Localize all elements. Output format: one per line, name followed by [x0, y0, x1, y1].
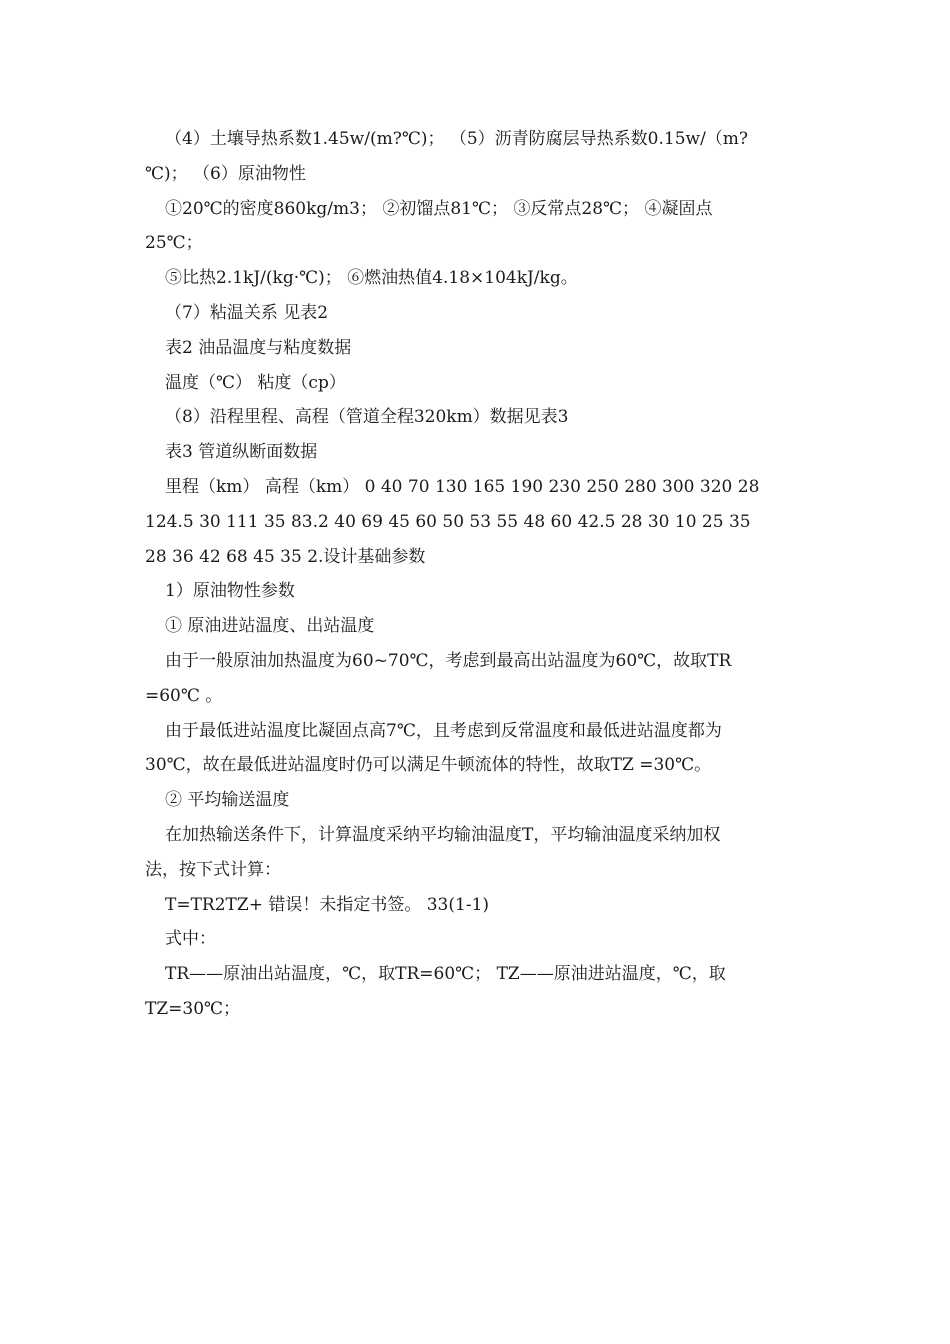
text-line: TR——原油出站温度，℃，取TR=60℃； TZ——原油进站温度，℃，取	[165, 964, 726, 985]
subsection-heading: ② 平均输送温度	[165, 790, 290, 811]
table-caption: 表3 管道纵断面数据	[165, 442, 318, 463]
text-line: 法，按下式计算：	[145, 859, 281, 880]
text-line: TZ=30℃；	[145, 998, 241, 1019]
text-line: （4）土壤导热系数1.45w/(m?℃)； （5）沥青防腐层导热系数0.15w/（m?	[165, 129, 749, 149]
text-line: 由于一般原油加热温度为60~70℃，考虑到最高出站温度为60℃，故取TR	[165, 650, 732, 671]
table-data-line: 里程（km） 高程（km） 0 40 70 130 165 190 230 250 280 300 320 28	[165, 476, 760, 497]
text-line: ℃)； （6）原油物性	[145, 163, 306, 184]
table-caption: 表2 油品温度与粘度数据	[165, 337, 352, 358]
text-line: ⑤比热2.1kJ/(kg·℃)； ⑥燃油热值4.18×104kJ/kg。	[165, 268, 578, 289]
subsection-heading: ① 原油进站温度、出站温度	[165, 616, 375, 637]
table-data-line: 124.5 30 111 35 83.2 40 69 45 60 50 53 55 48 60 42.5 28 30 10 25 35	[145, 511, 751, 532]
document-body	[145, 122, 805, 1027]
section-heading: 1）原油物性参数	[165, 581, 295, 602]
text-line: 25℃；	[145, 233, 203, 254]
text-line: ①20℃的密度860kg/m3； ②初馏点81℃； ③反常点28℃； ④凝固点	[165, 198, 713, 219]
text-line: 由于最低进站温度比凝固点高7℃，且考虑到反常温度和最低进站温度都为	[165, 720, 722, 741]
table-header: 温度（℃） 粘度（cp）	[165, 372, 346, 393]
text-line: =60℃ 。	[145, 685, 223, 706]
formula-line: T=TR2TZ+ 错误！未指定书签。 33(1-1)	[165, 894, 490, 915]
table-data-line: 28 36 42 68 45 35 2.设计基础参数	[145, 546, 426, 567]
text-line: （7）粘温关系 见表2	[165, 302, 329, 323]
text-line: （8）沿程里程、高程（管道全程320km）数据见表3	[165, 407, 569, 428]
text-line: 30℃，故在最低进站温度时仍可以满足牛顿流体的特性，故取TZ =30℃。	[145, 755, 712, 776]
text-line: 式中：	[165, 929, 216, 950]
text-line: 在加热输送条件下，计算温度采纳平均输油温度T，平均输油温度采纳加权	[165, 824, 721, 845]
